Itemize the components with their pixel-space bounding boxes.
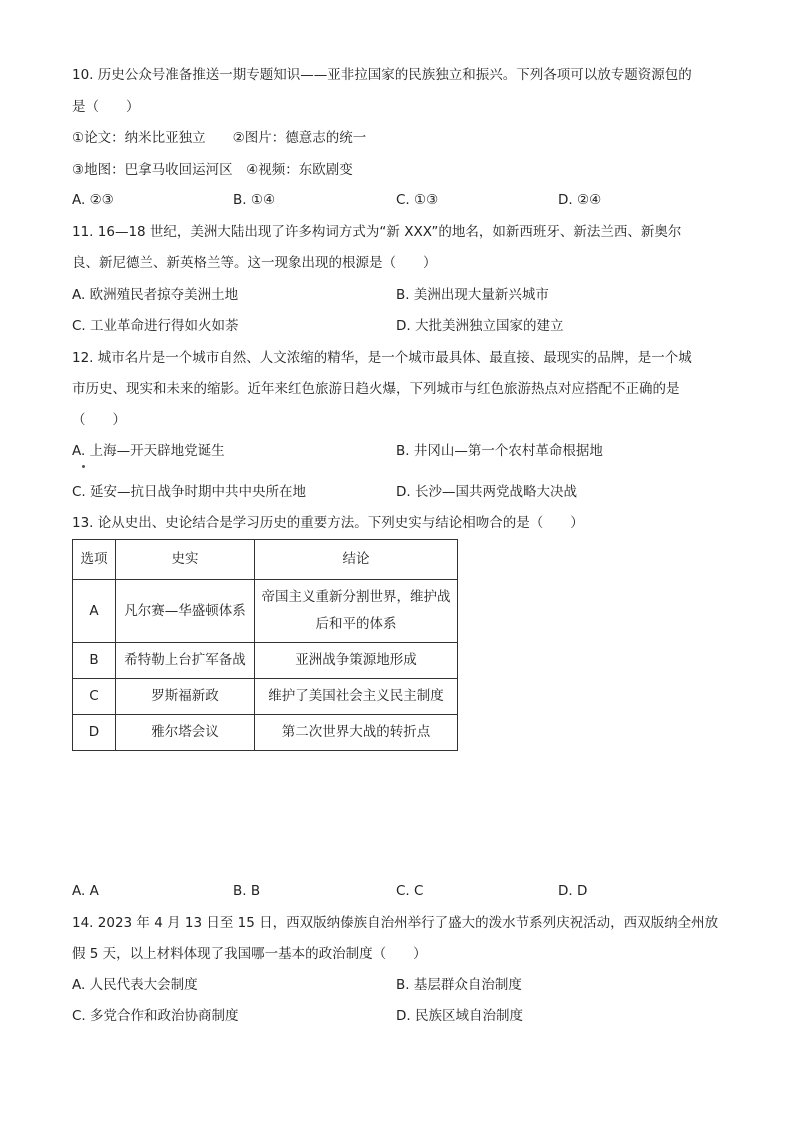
q10-stem-line1: 10. 历史公众号准备推送一期专题知识——亚非拉国家的民族独立和振兴。下列各项可以放专题资源包的: [72, 67, 692, 83]
table-cell: D: [73, 715, 116, 751]
q12-option-a: A. 上海—开天辟地党诞生: [72, 443, 225, 459]
q12-option-b: B. 井冈山—第一个农村革命根据地: [396, 443, 603, 459]
q12-option-d: D. 长沙—国共两党战略大决战: [396, 484, 577, 500]
q14-stem-line2: 假 5 天，以上材料体现了我国哪一基本的政治制度（ ）: [72, 946, 427, 962]
q14-option-b: B. 基层群众自治制度: [396, 977, 522, 993]
table-row: [73, 679, 458, 715]
q10-items-line2: ③地图：巴拿马收回运河区 ④视频：东欧剧变: [72, 162, 353, 178]
table-cell: C: [73, 679, 116, 715]
table-cell: 雅尔塔会议: [116, 715, 255, 751]
q10-stem-line2: 是（ ）: [72, 99, 140, 115]
q10-items-line1: ①论文：纳米比亚独立 ②图片：德意志的统一: [72, 130, 367, 146]
q13-option-b: B. B: [233, 883, 261, 899]
q12-stem-line1: 12. 城市名片是一个城市自然、人文浓缩的精华，是一个城市最具体、最直接、最现实的品牌，是一个城: [72, 350, 692, 366]
q13-option-d: D. D: [558, 883, 588, 899]
q11-stem-line2: 良、新尼德兰、新英格兰等。这一现象出现的根源是（ ）: [72, 255, 437, 271]
q12-stem-line2: 市历史、现实和未来的缩影。近年来红色旅游日趋火爆，下列城市与红色旅游热点对应搭配不正确的是: [72, 381, 680, 397]
table-cell: 罗斯福新政: [116, 679, 255, 715]
table-header-cell: 史实: [116, 540, 255, 580]
q14-option-c: C. 多党合作和政治协商制度: [72, 1008, 239, 1024]
q13-option-c: C. C: [396, 883, 424, 899]
table-cell: 亚洲战争策源地形成: [255, 643, 458, 679]
table-header-cell: 选项: [73, 540, 116, 580]
q11-option-d: D. 大批美洲独立国家的建立: [396, 318, 564, 334]
q13-option-a: A. A: [72, 883, 99, 899]
stray-dot-mark: [82, 465, 85, 468]
table-row: [73, 580, 458, 643]
q11-stem-line1: 11. 16—18 世纪，美洲大陆出现了许多构词方式为“新 XXX”的地名，如新西班牙、新法兰西、新奥尔: [72, 224, 682, 240]
q10-option-b: B. ①④: [233, 192, 276, 208]
table-cell: 凡尔赛—华盛顿体系: [116, 580, 255, 643]
table-row: [73, 643, 458, 679]
q12-stem-line3: （ ）: [72, 412, 126, 428]
q10-option-d: D. ②④: [558, 192, 602, 208]
q10-option-c: C. ①③: [396, 192, 439, 208]
table-cell: 第二次世界大战的转折点: [255, 715, 458, 751]
q11-option-a: A. 欧洲殖民者掠夺美洲土地: [72, 287, 239, 303]
q10-option-a: A. ②③: [72, 192, 114, 208]
q14-option-d: D. 民族区域自治制度: [396, 1008, 523, 1024]
q11-option-b: B. 美洲出现大量新兴城市: [396, 287, 549, 303]
table-header-row: [73, 540, 458, 580]
table-cell: 维护了美国社会主义民主制度: [255, 679, 458, 715]
q13-stem: 13. 论从史出、史论结合是学习历史的重要方法。下列史实与结论相吻合的是（ ）: [72, 515, 584, 531]
q13-table: [72, 539, 458, 751]
q12-option-c: C. 延安—抗日战争时期中共中央所在地: [72, 484, 307, 500]
q14-option-a: A. 人民代表大会制度: [72, 977, 198, 993]
table-cell: A: [73, 580, 116, 643]
q11-option-c: C. 工业革命进行得如火如荼: [72, 318, 239, 334]
table-row: [73, 715, 458, 751]
q14-stem-line1: 14. 2023 年 4 月 13 日至 15 日，西双版纳傣族自治州举行了盛大的泼水节系列庆祝活动，西双版纳全州放: [72, 915, 719, 931]
table-cell: B: [73, 643, 116, 679]
table-cell: 希特勒上台扩军备战: [116, 643, 255, 679]
table-cell: 帝国主义重新分割世界，维护战后和平的体系: [255, 580, 458, 643]
table-header-cell: 结论: [255, 540, 458, 580]
